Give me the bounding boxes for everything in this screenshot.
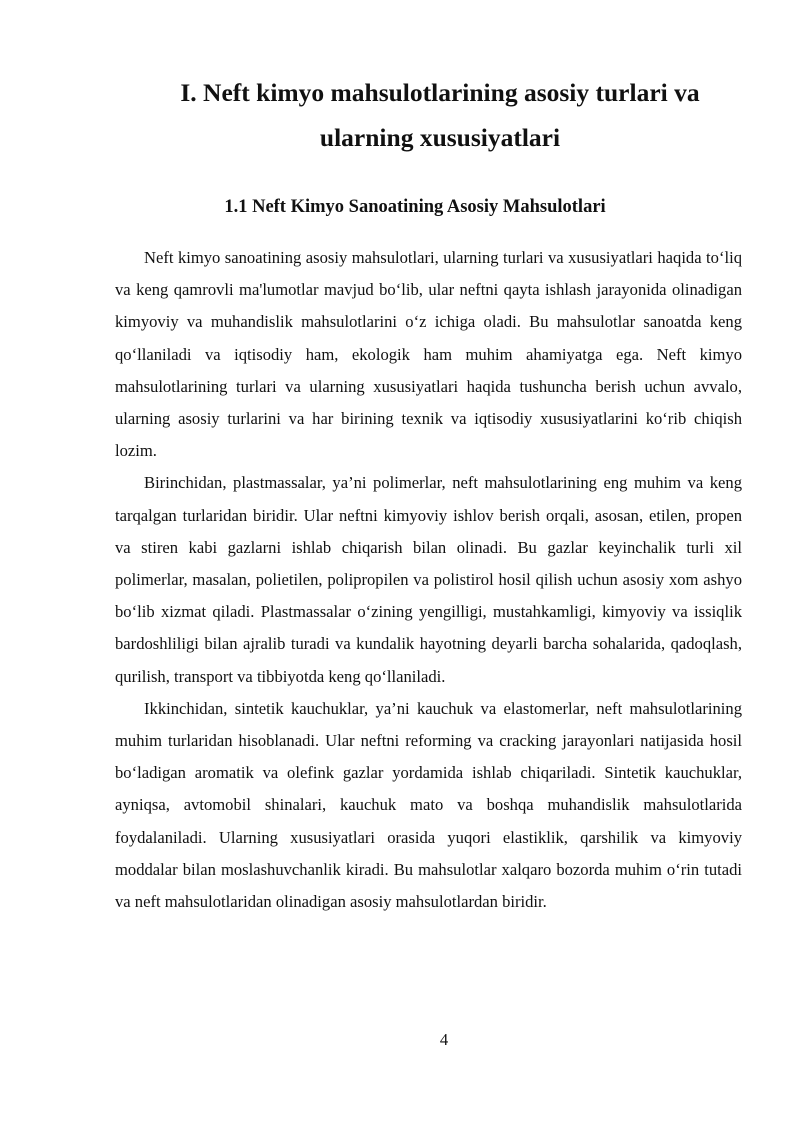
paragraph-1: Neft kimyo sanoatining asosiy mahsulotlari, ularning turlari va xususiyatlari haqida to‘liq va keng qamrovli ma'lumotlar mavjud bo‘lib, ular neftni qayta ishlash jarayonida olinadigan kimyoviy va muhandislik mahsulotlarini o‘z ichiga oladi. Bu mahsulotlar sanoatda keng qo‘llaniladi va iqtisodiy ham, ekologik ham muhim ahamiyatga ega. Neft kimyo mahsulotlarining turlari va ularning xususiyatlari haqida tushuncha berish uchun avvalo, ularning asosiy turlarini va har birining texnik va iqtisodiy xususiyatlarini ko‘rib chiqish lozim. xyxy=(115,248,742,461)
page-number: 4 xyxy=(439,1030,449,1049)
body-text xyxy=(115,242,742,918)
chapter-title: I. Neft kimyo mahsulotlarining asosiy turlari va ularning xususiyatlari xyxy=(180,78,700,152)
paragraph-2: Birinchidan, plastmassalar, ya’ni polimerlar, neft mahsulotlarining eng muhim va keng tarqalgan turlaridan biridir. Ular neftni kimyoviy ishlov berish orqali, asosan, etilen, propen va stiren kabi gazlarni ishlab chiqarish bilan olinadi. Bu gazlar keyinchalik turli xil polimerlar, masalan, polietilen, polipropilen va polistirol hosil qilish uchun asosiy xom ashyo bo‘lib xizmat qiladi. Plastmassalar o‘zining yengilligi, mustahkamligi, kimyoviy va issiqlik bardoshliligi bilan ajralib turadi va kundalik hayotning deyarli barcha sohalarida, qadoqlash, qurilish, transport va tibbiyotda keng qo‘llaniladi. xyxy=(115,473,742,686)
paragraph-3: Ikkinchidan, sintetik kauchuklar, ya’ni kauchuk va elastomerlar, neft mahsulotlarining muhim turlaridan hisoblanadi. Ular neftni reforming va cracking jarayonlari natijasida hosil bo‘ladigan aromatik va olefink gazlar yordamida ishlab chiqariladi. Sintetik kauchuklar, ayniqsa, avtomobil shinalari, kauchuk mato va boshqa muhandislik mahsulotlarida foydalaniladi. Ularning xususiyatlari orasida yuqori elastiklik, qarshilik va kimyoviy moddalar bilan moslashuvchanlik kiradi. Bu mahsulotlar xalqaro bozorda muhim o‘rin tutadi va neft mahsulotlaridan olinadigan asosiy mahsulotlardan biridir. xyxy=(115,698,742,912)
section-title: 1.1 Neft Kimyo Sanoatining Asosiy Mahsulotlari xyxy=(224,197,606,217)
